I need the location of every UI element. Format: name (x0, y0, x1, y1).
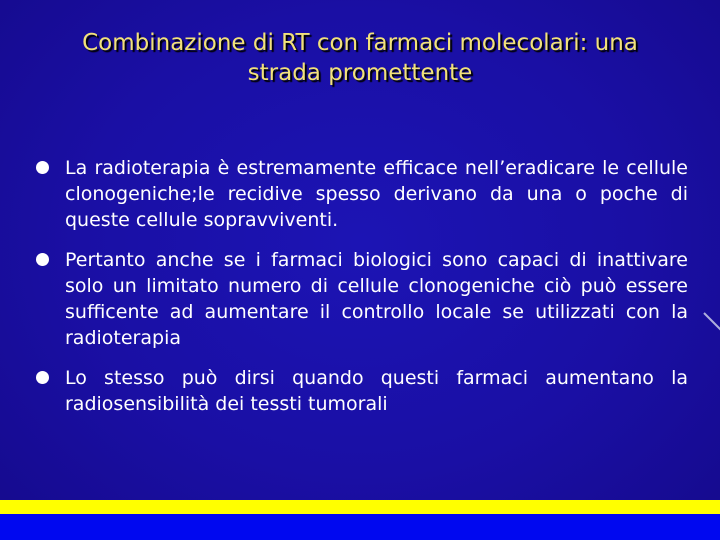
bullet-item (36, 155, 688, 233)
decorative-line (703, 312, 720, 332)
footer-yellow-bar (0, 500, 720, 514)
slide-title (40, 28, 680, 88)
slide-title-line-1: Combinazione di RT con farmaci molecolari: una (82, 30, 638, 56)
bullet-dot-icon (36, 371, 49, 384)
bullet-item (36, 247, 688, 351)
footer-blue-bar (0, 514, 720, 540)
bullet-text: La radioterapia è estremamente efficace nell’eradicare le cellule clonogeniche;le recidive spesso derivano da una o poche di queste cellule sopravviventi. (65, 157, 688, 231)
bullet-dot-icon (36, 161, 49, 174)
bullet-item (36, 365, 688, 417)
bullet-text: Lo stesso può dirsi quando questi farmaci aumentano la radiosensibilità dei tessti tumorali (65, 367, 688, 415)
slide-title-line-2: strada promettente (247, 60, 473, 86)
bullet-dot-icon (36, 253, 49, 266)
bullet-list (36, 155, 688, 431)
bullet-text: Pertanto anche se i farmaci biologici sono capaci di inattivare solo un limitato numero di cellule clonogeniche ciò può essere sufficente ad aumentare il controllo locale se utilizzati con la radioterapia (65, 249, 688, 349)
